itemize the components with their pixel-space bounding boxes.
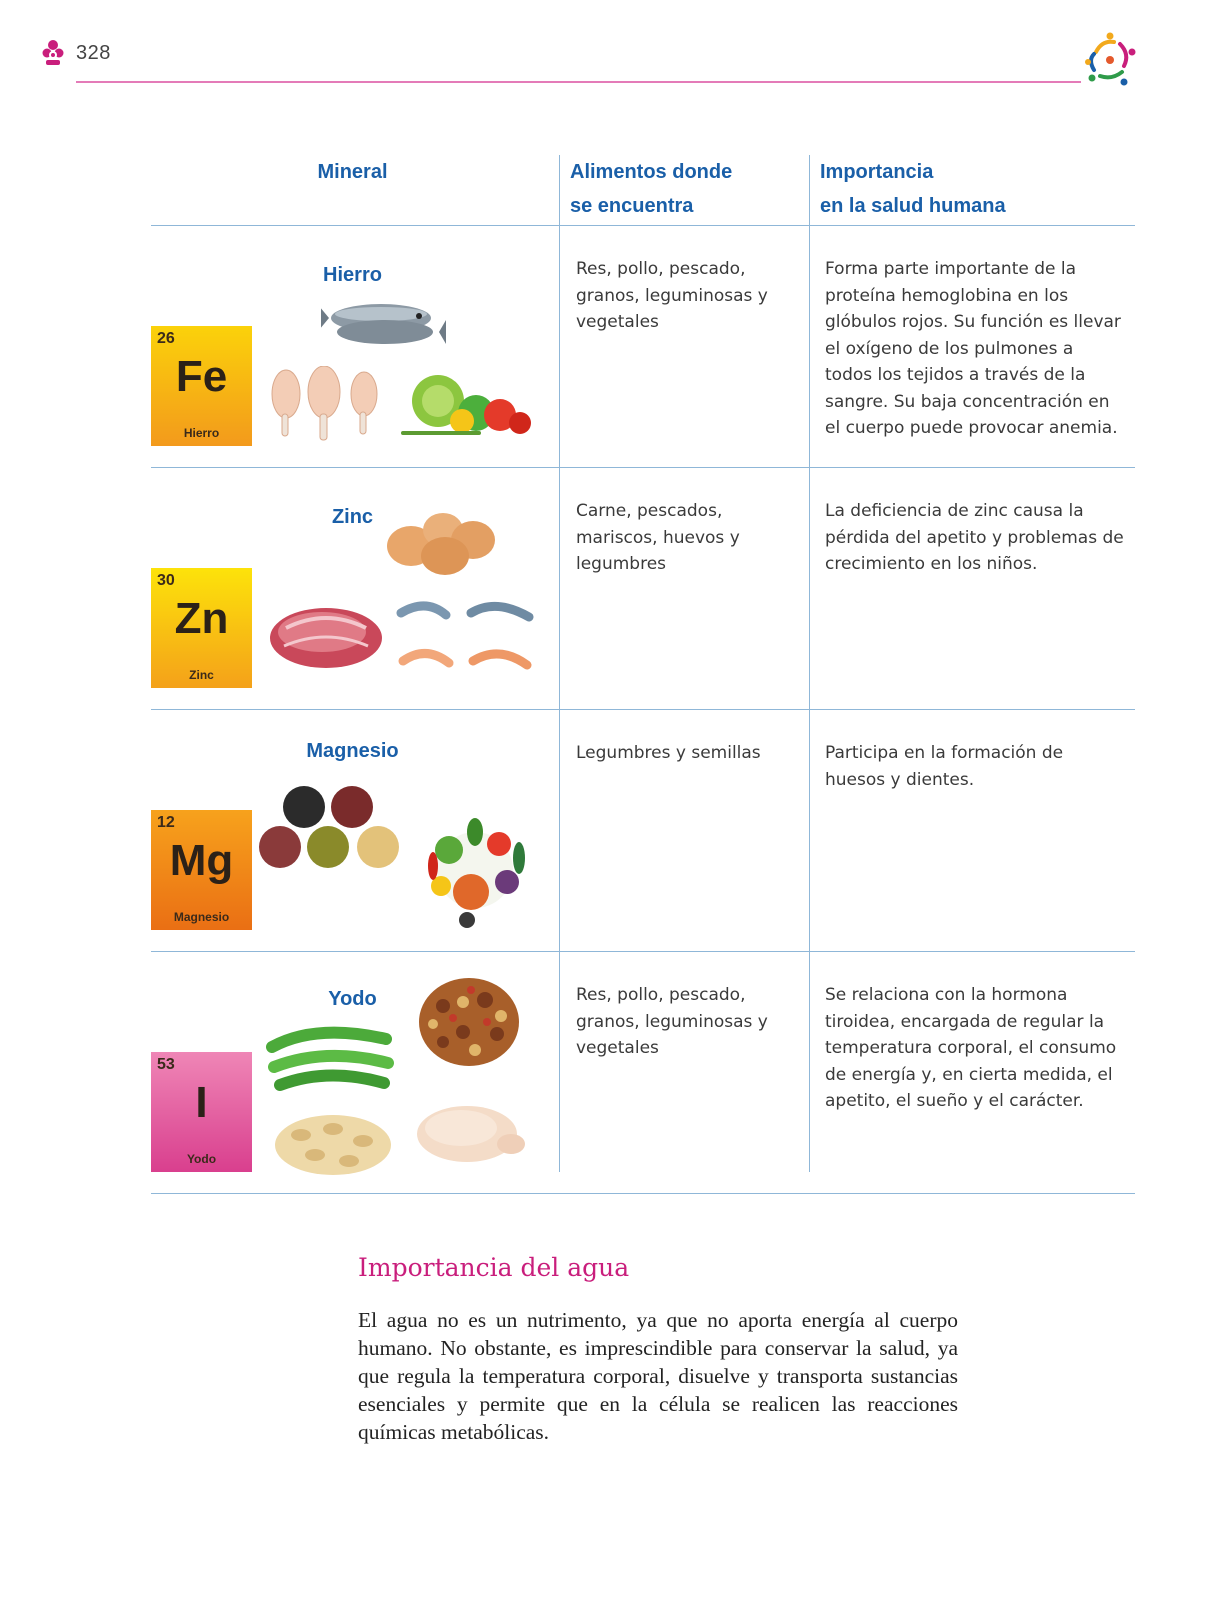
eggs-image [381,508,501,578]
header-alimentos-line2: se encuentra [570,195,694,217]
importancia-text: La deficiencia de zinc causa la pérdida del apetito y problemas de crecimiento en los niños. [825,501,1124,574]
element-symbol: I [195,1078,208,1127]
section-title: Importancia del agua [358,1253,630,1282]
element-name: Hierro [183,426,220,440]
page-number: 328 [76,42,111,64]
periodic-element-tile [151,326,252,446]
raw-meat-image [266,598,386,678]
periodic-element-tile [151,568,252,688]
mineral-name: Zinc [331,506,374,528]
table-row [151,468,1135,710]
chicken-drumsticks-image [266,366,386,446]
mineral-name: Magnesio [306,740,399,762]
alimentos-text: Legumbres y semillas [576,743,761,763]
header-importancia-line1: Importancia [820,161,934,183]
alimentos-text: Res, pollo, pescado, granos, leguminosas y vegetales [576,259,768,332]
header-importancia-line2: en la salud humana [820,195,1006,217]
element-name: Zinc [189,668,214,682]
mixed-nuts-image [413,972,528,1072]
fish-image [321,296,446,351]
periodic-element-tile [151,1052,252,1172]
shrimp-image [391,593,536,688]
chicken-image [411,1092,531,1172]
mineral-name: Hierro [323,264,382,286]
mineral-name: Yodo [328,988,377,1010]
vegetables-image [396,371,536,446]
atomic-number: 12 [157,814,175,831]
cashews-image [271,1107,396,1182]
minerals-table [151,155,1135,1194]
importancia-text: Participa en la formación de huesos y dientes. [825,743,1064,790]
table-row [151,710,1135,952]
importancia-text: Forma parte importante de la proteína hemoglobina en los glóbulos rojos. Su función es llevar el oxígeno de los pulmones a todos los tejidos a través de la sangre. Su baja concentración en el cuerpo puede provocar anemia. [825,259,1121,438]
atomic-number: 26 [157,330,175,347]
element-symbol: Zn [174,594,229,643]
table-row [151,226,1135,468]
header-mineral: Mineral [317,161,388,183]
atomic-number: 30 [157,572,175,589]
header-alimentos [570,155,800,223]
alimentos-text: Res, pollo, pescado, granos, leguminosas y vegetales [576,985,768,1058]
header-rule [76,81,1081,83]
element-symbol: Mg [169,836,234,885]
header-importancia [820,155,1130,223]
periodic-element-tile [151,810,252,930]
seeds-image [256,785,406,880]
publisher-logo-icon [1082,32,1138,88]
table-header [151,155,1135,226]
header-alimentos-line1: Alimentos donde [570,161,733,183]
alimentos-text: Carne, pescados, mariscos, huevos y legumbres [576,501,740,574]
element-symbol: Fe [175,352,228,401]
mixed-vegetables-image [411,808,541,933]
element-name: Magnesio [173,910,230,924]
element-name: Yodo [186,1152,217,1166]
section-body: El agua no es un nutrimento, ya que no aporta energía al cuerpo humano. No obstante, es imprescindible para conservar la salud, ya que regula la temperatura corporal, disuelve y transporta sustancias esenciales y permite que en la célula se realicen las reacciones químicas metabólicas. [358,1308,958,1444]
ornament-icon [40,38,66,68]
importancia-text: Se relaciona con la hormona tiroidea, encargada de regular la temperatura corporal, el consumo de energía y, en cierta medida, el apetito, el sueño y el carácter. [825,985,1117,1111]
atomic-number: 53 [157,1056,175,1073]
green-beans-image [266,1017,396,1097]
table-row [151,952,1135,1194]
